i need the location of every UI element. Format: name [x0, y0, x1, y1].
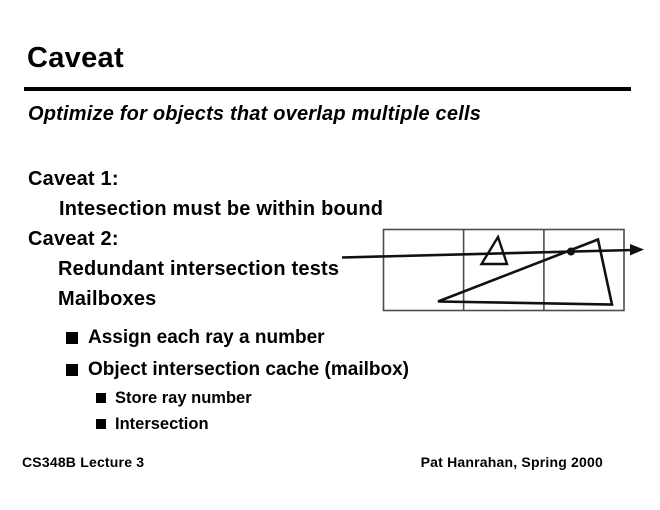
- footer-course-label: CS348B Lecture 3: [22, 454, 145, 470]
- subbullet-item-intersection: [96, 415, 209, 434]
- bullet-text: Assign each ray a number: [88, 327, 325, 348]
- bullet-square-icon: [96, 419, 106, 429]
- ray-arrowhead-icon: [630, 244, 644, 256]
- grid-outline: [384, 230, 625, 311]
- footer-author-label: Pat Hanrahan, Spring 2000: [420, 454, 603, 470]
- bullet-text: Store ray number: [115, 389, 252, 407]
- slide-title: Caveat: [27, 42, 124, 74]
- body-line-mailboxes: Mailboxes: [58, 288, 157, 310]
- bullet-item-assign-ray: [66, 327, 325, 349]
- body-line-caveat-1: Caveat 1:: [28, 168, 119, 190]
- subbullet-item-store-ray: [96, 389, 252, 408]
- bullet-text: Intersection: [115, 415, 209, 433]
- bullet-square-icon: [66, 364, 78, 376]
- bullet-text: Object intersection cache (mailbox): [88, 359, 409, 380]
- small-triangle: [482, 237, 508, 264]
- body-line-intersection-bound: Intesection must be within bound: [59, 198, 384, 220]
- grid: [384, 230, 625, 311]
- bullet-item-intersection-cache: [66, 359, 409, 381]
- grid-ray-diagram: [330, 218, 660, 322]
- title-divider-rule: [24, 87, 631, 91]
- intersection-dot: [567, 248, 575, 256]
- bullet-square-icon: [96, 393, 106, 403]
- slide-subtitle: Optimize for objects that overlap multiple cells: [28, 103, 482, 125]
- bullet-square-icon: [66, 332, 78, 344]
- body-line-caveat-2: Caveat 2:: [28, 228, 119, 250]
- body-line-redundant-tests: Redundant intersection tests: [58, 258, 340, 280]
